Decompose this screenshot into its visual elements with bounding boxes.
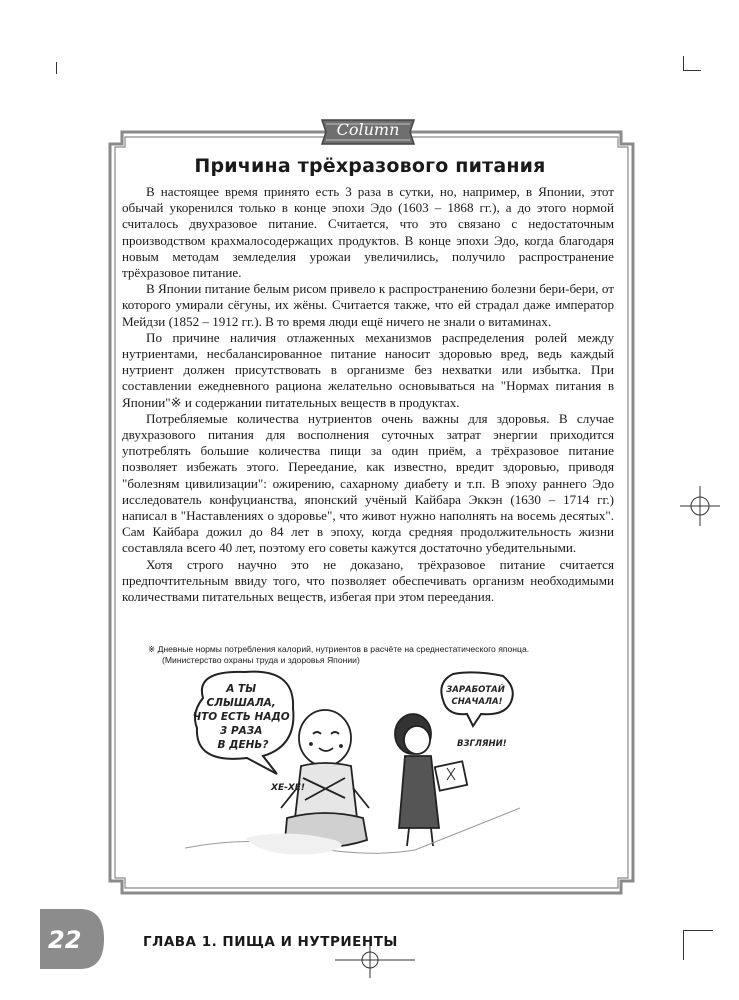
footnote: [148, 644, 608, 666]
paragraph-5: Хотя строго научно это не доказано, трёхразовое питание считается предпочтительным ввиду того, что позволяет обеспечивать организм необходимыми количествами питательных веществ, избегая при этом переедания.: [122, 556, 614, 605]
paragraph-1: В настоящее время принято есть 3 раза в сутки, но, например, в Японии, этот обычай укоренился только в конце эпохи Эдо (1603 – 1868 гг.), а до этого нормой считалось двухразовое питание. Считается, что это связано с недостаточным производством крахмалосодержащих продуктов. В конце эпохи Эдо, когда благодаря новым методам земледелия урожаи увеличились, получило распространение трёхразовое питание.: [122, 184, 614, 281]
footnote-line-1: ※ Дневные нормы потребления калорий, нутриентов в расчёте на среднестатического японца.: [148, 644, 530, 654]
sfx-laugh: ХЕ-ХЕ!: [271, 783, 306, 793]
bubble-left-line-5: В ДЕНЬ?: [217, 739, 269, 751]
crop-mark-top-right-h: [683, 70, 701, 71]
column-badge: Column: [336, 120, 400, 139]
page-number: 22: [48, 926, 82, 954]
bubble-left-line-3: ЧТО ЕСТЬ НАДО: [192, 711, 290, 723]
bubble-left-line-2: СЛЫШАЛА,: [206, 697, 276, 709]
column-title: Причина трёхразового питания: [194, 155, 546, 177]
sfx-look: ВЗГЛЯНИ!: [457, 739, 507, 749]
bubble-right-line-1: ЗАРАБОТАЙ: [446, 685, 505, 695]
crop-mark-bottom-right-h: [683, 930, 713, 931]
crop-mark-top-right-v: [683, 56, 684, 70]
footnote-line-2: (Министерство охраны труда и здоровья Японии): [162, 655, 360, 665]
crop-mark-top-left: [56, 62, 57, 74]
registration-mark-right: [680, 486, 720, 526]
male-character: [281, 710, 369, 847]
column-body: [122, 184, 614, 605]
crop-mark-bottom-right-v: [683, 930, 684, 960]
paragraph-3: По причине наличия отлаженных механизмов распределения ролей между нутриентами, несбалансированное питание наносит здоровью вред, ведь каждый нутриент должен присутствовать в организме без нехватки или избытка. При составлении ежедневного рациона желательно основываться на "Нормах питания в Японии"※ и содержании питательных веществ в продуктах.: [122, 329, 614, 410]
bubble-left-line-1: А ТЫ: [226, 683, 257, 695]
bubble-left-line-4: 3 РАЗА: [219, 725, 263, 737]
paragraph-2: В Японии питание белым рисом привело к распространению болезни бери-бери, от которого умирали сёгуны, их жёны. Считается также, что ей страдал даже император Мейдзи (1852 – 1912 гг.). В то время люди ещё ничего не знали о витаминах.: [122, 281, 614, 329]
bubble-right-line-2: СНАЧАЛА!: [451, 697, 503, 707]
female-character: [395, 714, 467, 846]
paragraph-4: Потребляемые количества нутриентов очень важны для здоровья. В случае двухразового питания для восполнения суточных затрат энергии приходится употреблять большие количества пищи за один приём, а трёхразовое питание позволяет избежать этого. Переедание, как известно, вредит здоровью, приводя "болезням цивилизации": ожирению, сахарному диабету и т.п. В эпоху раннего Эдо исследователь конфуцианства, японский учёный Кайбара Эккэн (1630 – 1714 гг.) написал в "Наставлениях о здоровье", что живот нужно наполнять на восемь десятых". Сам Кайбара дожил до 84 лет в эпоху, когда средняя продолжительность жизни составляла всего 40 лет, поэтому его советы кажутся достаточно убедительными.: [122, 410, 614, 556]
comic-illustration: [185, 668, 520, 883]
chapter-title: ГЛАВА 1. ПИЩА И НУТРИЕНТЫ: [143, 934, 398, 950]
